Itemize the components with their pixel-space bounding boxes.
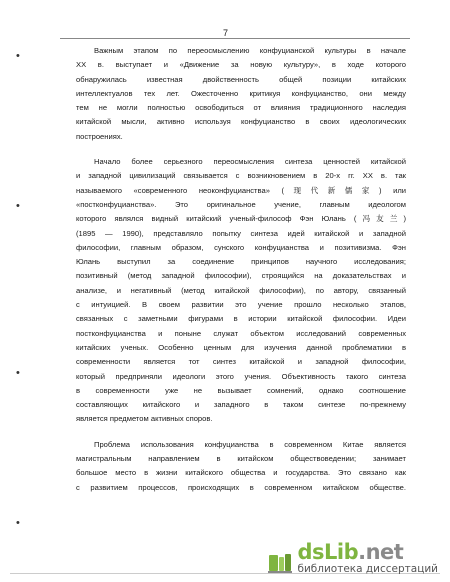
text-line: Юлань выступил за соединение принципов научного исследования;: [76, 257, 406, 267]
text-line: анализе, и негативный (метод китайской философии), по автору, связанный: [76, 285, 406, 295]
text-line: позитивный (метод западной философии), строящийся на доказательствах и: [76, 271, 406, 281]
text-line: Начало более серьезного переосмысления синтеза ценностей китайской: [94, 157, 406, 167]
text-line: называемого «современного неоконфуцианства» (现代新儒家) или: [76, 185, 406, 195]
margin-mark: •: [16, 50, 20, 62]
paragraph: [76, 44, 406, 144]
text-line: который предприняли идеологи этого учения. Объективность такого синтеза: [76, 371, 406, 381]
text-line: современности является тот синтез китайской и западной философии,: [76, 357, 406, 367]
text-line: с интуицией. В своем развитии это учение прошло несколько этапов,: [76, 300, 406, 310]
document-body: [76, 44, 406, 495]
text-line: постконфуцианства и поныне служат объектом исследований современных: [76, 328, 406, 338]
watermark[interactable]: [267, 539, 438, 575]
text-line: интеллектуалов тех лет. Ожесточенно критикуя конфуцианство, они между: [76, 88, 406, 98]
text-line: китайской мысли, активно используя конфуцианство в своих идеологических: [76, 117, 406, 127]
text-line: связанных с заметными фигурами в истории китайской философии. Идеи: [76, 314, 406, 324]
paragraph: [76, 155, 406, 427]
margin-mark: •: [16, 517, 20, 529]
text-line: китайских ученых. Особенно ценным для изучения данной проблематики в: [76, 342, 406, 352]
text-line: обнаружилась известная двойственность общей позиции китайских: [76, 74, 406, 84]
text-line: тем не могли полностью освободиться от влияния традиционного наследия: [76, 103, 406, 113]
text-line: Проблема использования конфуцианства в современном Китае является: [94, 439, 406, 449]
margin-mark: •: [16, 367, 20, 379]
page-number: 7: [223, 28, 229, 38]
watermark-site-prefix: dsLib: [297, 539, 359, 564]
paragraph: [76, 438, 406, 495]
margin-mark: •: [16, 200, 20, 212]
text-line: и западной цивилизаций связывается с возникновением в 20-х гг. XX в. так: [76, 171, 406, 181]
text-line: составляющих китайского и западного в таком синтезе по-прежнему: [76, 400, 406, 410]
text-line: которого являлся видный китайский ученый-философ Фэн Юлань (冯友兰): [76, 214, 406, 224]
text-line: философии, главным образом, сунского конфуцианства и позитивизма. Фэн: [76, 242, 406, 252]
text-line: в современности уже не вызывает сомнений, однако соотношение: [76, 385, 406, 395]
dslib-logo-icon: [267, 552, 293, 574]
watermark-site-suffix: .net: [358, 539, 404, 564]
text-line: Важным этапом по переосмыслению конфуцианской культуры в начале: [94, 46, 406, 55]
text-line: (1895 — 1990), представляло попытку синтеза идей китайской и западной: [76, 228, 406, 238]
text-line: магистральным направлением в китайском обществоведении; занимает: [76, 454, 406, 464]
text-line: с развитием процессов, происходящих в современном китайском обществе.: [76, 482, 406, 492]
top-rule: [60, 38, 410, 39]
text-line: «постконфуцианства». Это оригинальное учение, главным идеологом: [76, 199, 406, 209]
watermark-subtitle: библиотека диссертаций: [297, 562, 438, 575]
text-line: большое место в жизни китайского общества и государства. Это связано как: [76, 468, 406, 478]
text-line: является предметом активных споров.: [76, 414, 213, 424]
text-line: построениях.: [76, 131, 123, 141]
text-line: XX в. выступает и «Движение за новую культуру», в ходе которого: [76, 60, 406, 70]
watermark-site: [297, 539, 438, 564]
